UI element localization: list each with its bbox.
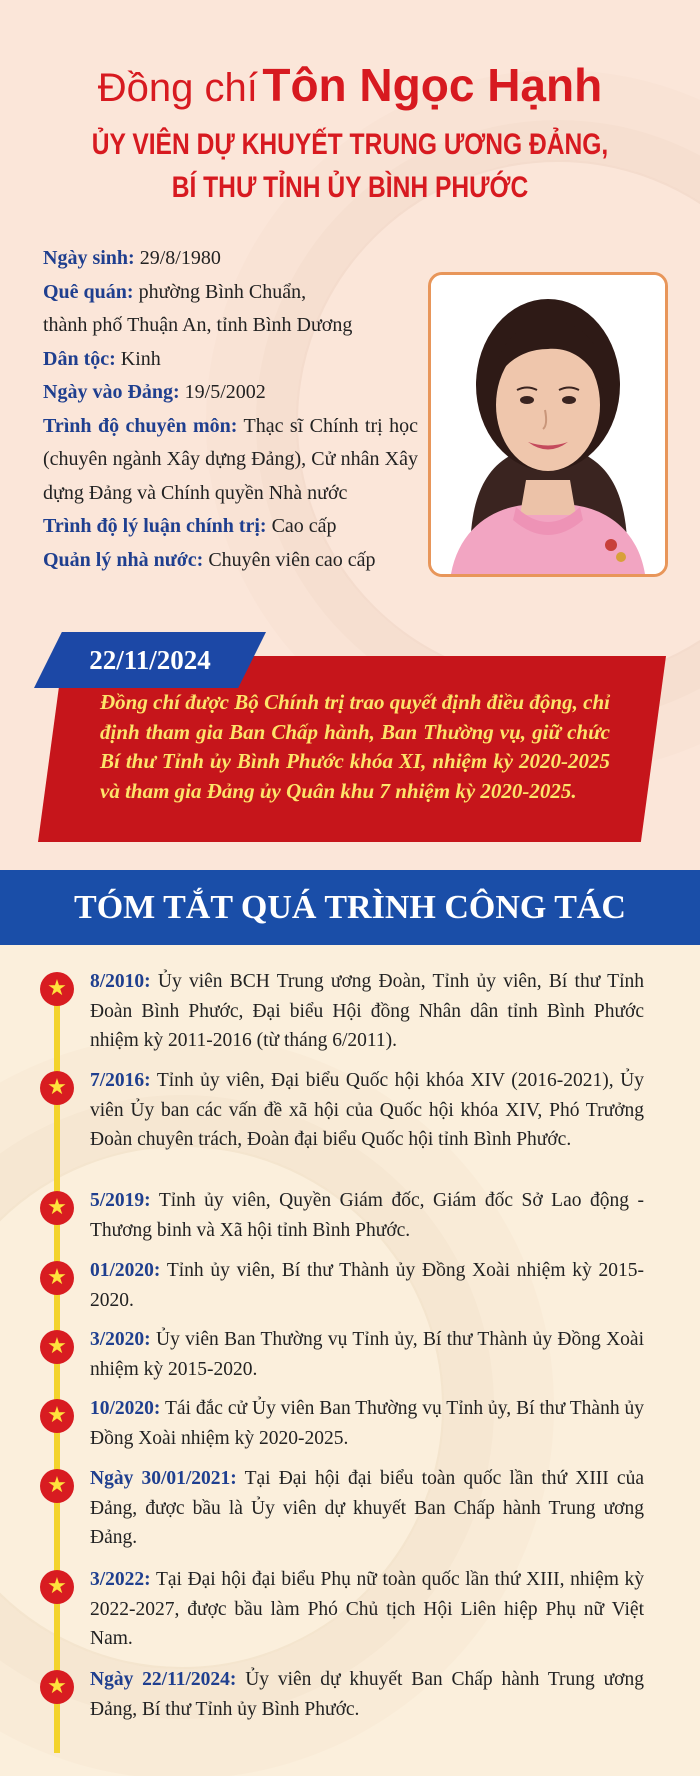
timeline-text: Tái đắc cử Ủy viên Ban Thường vụ Tỉnh ủy, Bí thư Thành ủy Đồng Xoài nhiệm kỳ 2020-2025. xyxy=(90,1398,644,1449)
timeline-item xyxy=(90,1394,644,1453)
timeline-item xyxy=(90,1325,644,1384)
political-value: Cao cấp xyxy=(266,515,337,537)
title-prefix: Đồng chí xyxy=(97,66,258,110)
profile-info xyxy=(43,242,418,577)
star-icon xyxy=(40,1670,74,1704)
star-icon xyxy=(40,1330,74,1364)
timeline-item xyxy=(90,1464,644,1553)
star-icon xyxy=(40,1570,74,1604)
title-position-line1: ỦY VIÊN DỰ KHUYẾT TRUNG ƯƠNG ĐẢNG, xyxy=(91,128,609,161)
political-label: Trình độ lý luận chính trị: xyxy=(43,515,267,537)
timeline-date: 01/2020: xyxy=(90,1260,161,1281)
portrait-image xyxy=(431,275,665,574)
birth-row xyxy=(43,242,418,276)
hometown-label: Quê quán: xyxy=(43,280,134,303)
star-icon xyxy=(40,1469,74,1503)
birth-value: 29/8/1980 xyxy=(134,247,221,269)
timeline-text: Ủy viên BCH Trung ương Đoàn, Tỉnh ủy viên, Bí thư Tỉnh Đoàn Bình Phước, Đại biểu Hội đồng Nhân dân tỉnh Bình Phước nhiệm kỳ 2011-2016 (từ tháng 6/2011). xyxy=(90,971,644,1051)
timeline-text: Tại Đại hội đại biểu Phụ nữ toàn quốc lần thứ XIII, nhiệm kỳ 2022-2027, được bầu làm Phó Chủ tịch Hội Liên hiệp Phụ nữ Việt Nam. xyxy=(90,1569,644,1649)
state-label: Quản lý nhà nước: xyxy=(43,548,204,571)
hometown-row xyxy=(43,276,418,310)
highlight-text: Đồng chí được Bộ Chính trị trao quyết định điều động, chỉ định tham gia Ban Chấp hành, Ban Thường vụ, giữ chức Bí thư Tỉnh ủy Bình Phước khóa XI, nhiệm kỳ 2020-2025 và tham gia Đảng ủy Quân khu 7 nhiệm kỳ 2020-2025. xyxy=(100,690,610,803)
highlight-date: 22/11/2024 xyxy=(89,645,211,675)
education-label: Trình độ chuyên môn: xyxy=(43,414,238,437)
timeline-date: Ngày 22/11/2024: xyxy=(90,1669,237,1690)
state-value: Chuyên viên cao cấp xyxy=(203,548,376,571)
party-row xyxy=(43,376,418,410)
timeline-item xyxy=(90,1665,644,1724)
star-icon xyxy=(40,1071,74,1105)
star-icon xyxy=(40,1261,74,1295)
hometown-row-2: thành phố Thuận An, tỉnh Bình Dương xyxy=(43,314,353,336)
education-row xyxy=(43,410,418,511)
birth-label: Ngày sinh: xyxy=(43,247,135,269)
state-row xyxy=(43,544,418,578)
timeline-text: Tỉnh ủy viên, Đại biểu Quốc hội khóa XIV (2016-2021), Ủy viên Ủy ban các vấn đề xã hội của Quốc hội khóa XIV, Phó Trưởng Đoàn chuyên trách, Đoàn đại biểu Quốc hội tỉnh Bình Phước. xyxy=(90,1070,644,1150)
star-icon xyxy=(40,972,74,1006)
timeline-date: 3/2022: xyxy=(90,1569,151,1590)
timeline-date: 5/2019: xyxy=(90,1190,151,1211)
timeline-text: Tại Đại hội đại biểu toàn quốc lần thứ XIII của Đảng, được bầu là Ủy viên dự khuyết Ban Chấp hành Trung ương Đảng. xyxy=(90,1468,644,1548)
ethnic-row xyxy=(43,343,418,377)
timeline-item xyxy=(90,1066,644,1155)
timeline-date: 8/2010: xyxy=(90,971,151,992)
portrait-photo xyxy=(428,272,668,577)
timeline-item xyxy=(90,1565,644,1654)
timeline-text: Tỉnh ủy viên, Bí thư Thành ủy Đồng Xoài nhiệm kỳ 2015-2020. xyxy=(90,1260,644,1311)
timeline-text: Ủy viên Ban Thường vụ Tỉnh ủy, Bí thư Thành ủy Đồng Xoài nhiệm kỳ 2015-2020. xyxy=(90,1329,644,1380)
ethnic-label: Dân tộc: xyxy=(43,347,116,370)
section-title: TÓM TẮT QUÁ TRÌNH CÔNG TÁC xyxy=(74,889,626,926)
ethnic-value: Kinh xyxy=(115,347,161,370)
title-position-line2: BÍ THƯ TỈNH ỦY BÌNH PHƯỚC xyxy=(171,171,529,204)
political-row xyxy=(43,510,418,544)
education-value: Thạc sĩ Chính trị học (chuyên ngành Xây dựng Đảng), Cử nhân Xây dựng Đảng và Chính quyền Nhà nước xyxy=(43,414,418,504)
timeline-text: Ủy viên dự khuyết Ban Chấp hành Trung ương Đảng, Bí thư Tỉnh ủy Bình Phước. xyxy=(90,1669,644,1720)
timeline-date: Ngày 30/01/2021: xyxy=(90,1468,237,1489)
hometown-value: phường Bình Chuẩn, xyxy=(133,280,307,303)
timeline-item xyxy=(90,1186,644,1245)
timeline-text: Tỉnh ủy viên, Quyền Giám đốc, Giám đốc Sở Lao động - Thương binh và Xã hội tỉnh Bình Phước. xyxy=(90,1190,644,1241)
party-label: Ngày vào Đảng: xyxy=(43,381,180,403)
timeline-date: 7/2016: xyxy=(90,1070,151,1091)
timeline-date: 10/2020: xyxy=(90,1398,161,1419)
timeline-date: 3/2020: xyxy=(90,1329,151,1350)
party-value: 19/5/2002 xyxy=(179,381,266,403)
page-title xyxy=(0,58,700,112)
star-icon xyxy=(40,1399,74,1433)
timeline-item xyxy=(90,1256,644,1315)
star-icon xyxy=(40,1191,74,1225)
title-name: Tôn Ngọc Hạnh xyxy=(262,59,603,111)
timeline-item xyxy=(90,967,644,1056)
